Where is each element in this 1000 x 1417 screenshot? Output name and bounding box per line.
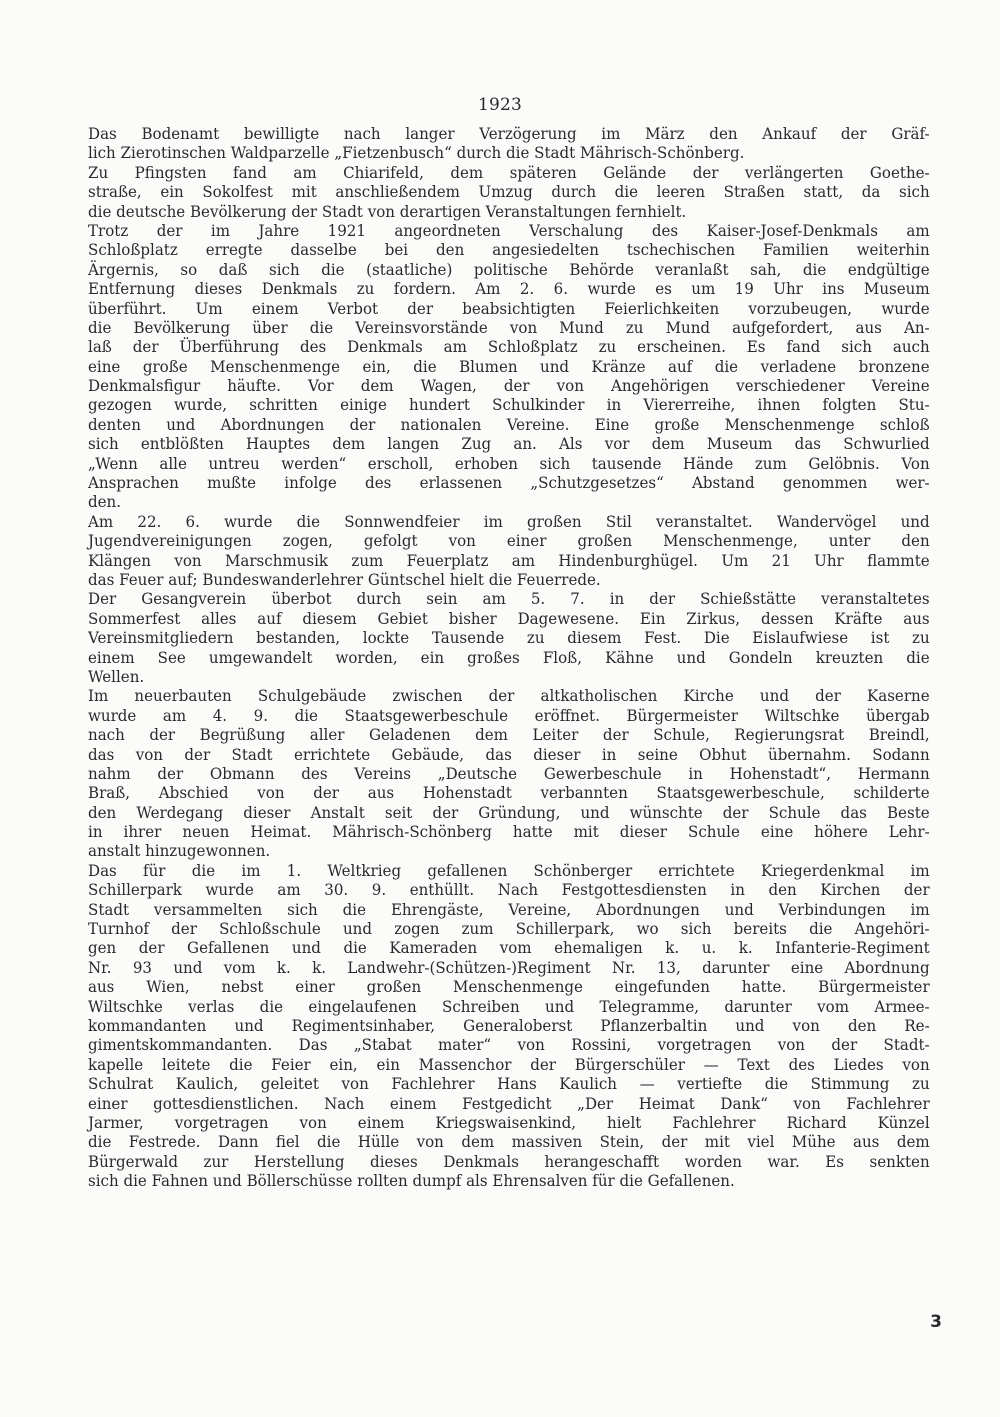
text-line: kommandanten und Regimentsinhaber, Generaloberst Pflanzerbaltin und von den Re- [88,1015,930,1035]
text-line: den Werdegang dieser Anstalt seit der Gründung, und wünschte der Schule das Beste [88,802,930,822]
paragraph [88,221,930,512]
text-line: einer gottesdienstlichen. Nach einem Festgedicht „Der Heimat Dank“ von Fachlehrer [88,1093,930,1113]
text-line: Stadt versammelten sich die Ehrengäste, Vereine, Abordnungen und Verbindungen im [88,899,930,919]
year-heading: 1923 [477,95,523,115]
text-line: das von der Stadt errichtete Gebäude, das dieser in seine Obhut übernahm. Sodann [88,744,930,764]
text-line: straße, ein Sokolfest mit anschließendem Umzug durch die leeren Straßen statt, da sich [88,182,930,202]
text-line: Das für die im 1. Weltkrieg gefallenen Schönberger errichtete Kriegerdenkmal im [88,860,930,880]
page-number: 3 [930,1312,942,1332]
text-line: lich Zierotinschen Waldparzelle „Fietzenbusch“ durch die Stadt Mährisch-Schönberg. [88,143,745,163]
text-line: nach der Begrüßung aller Geladenen dem Leiter der Schule, Regierungsrat Breindl, [88,725,930,745]
text-line: überführt. Um einem Verbot der beabsichtigten Feierlichkeiten vorzubeugen, wurde [88,298,930,318]
text-line: sich die Fahnen und Böllerschüsse rollten dumpf als Ehrensalven für die Gefallenen. [88,1171,735,1191]
text-line: Der Gesangverein überbot durch sein am 5. 7. in der Schießstätte veranstaltetes [88,589,930,609]
text-line: in ihrer neuen Heimat. Mährisch-Schönberg hatte mit dieser Schule eine höhere Lehr- [88,822,930,842]
paragraph [88,512,930,590]
paragraph [88,163,930,221]
text-line: „Wenn alle untreu werden“ erscholl, erhoben sich tausende Hände zum Gelöbnis. Von [88,453,930,473]
text-line: kapelle leitete die Feier ein, ein Massenchor der Bürgerschüler — Text des Liedes von [88,1054,930,1074]
text-line: gezogen wurde, schritten einige hundert Schulkinder in Viererreihe, ihnen folgten Stu- [88,395,930,415]
text-line: das Feuer auf; Bundeswanderlehrer Güntschel hielt die Feuerrede. [88,569,601,589]
text-line: Klängen von Marschmusik zum Feuerplatz am Hindenburghügel. Um 21 Uhr flammte [88,550,930,570]
text-line: Schulrat Kaulich, geleitet von Fachlehrer Hans Kaulich — vertiefte die Stimmung zu [88,1074,930,1094]
text-line: Sommerfest alles auf diesem Gebiet bisher Dagewesene. Ein Zirkus, dessen Kräfte aus [88,608,930,628]
paragraph [88,589,930,686]
text-line: Nr. 93 und vom k. k. Landwehr-(Schützen-)Regiment Nr. 13, darunter eine Abordnung [88,957,930,977]
text-line: Entfernung dieses Denkmals zu fordern. Am 2. 6. wurde es um 19 Uhr ins Museum [88,279,930,299]
text-line: Bürgerwald zur Herstellung dieses Denkmals herangeschafft worden war. Es senkten [88,1151,930,1171]
text-line: Turnhof der Schloßschule und zogen zum Schillerpark, wo sich bereits die Angehöri- [88,919,930,939]
text-line: eine große Menschenmenge ein, die Blumen und Kränze auf die verladene bronzene [88,356,930,376]
paragraph [88,124,930,163]
text-line: den. [88,492,122,512]
paragraph [88,861,930,1191]
text-line: die Festrede. Dann fiel die Hülle von dem massiven Stein, der mit viel Mühe aus dem [88,1132,930,1152]
text-line: gimentskommandanten. Das „Stabat mater“ von Rossini, vorgetragen von der Stadt- [88,1035,930,1055]
text-line: sich entblößten Hauptes dem langen Zug an. Als vor dem Museum das Schwurlied [88,434,930,454]
text-line: Schillerpark wurde am 30. 9. enthüllt. Nach Festgottesdiensten in den Kirchen der [88,880,930,900]
text-line: wurde am 4. 9. die Staatsgewerbeschule eröffnet. Bürgermeister Wiltschke übergab [88,705,930,725]
text-line: Ansprachen mußte infolge des erlassenen „Schutzgesetzes“ Abstand genommen wer- [88,473,930,493]
text-line: die Bevölkerung über die Vereinsvorstände von Mund zu Mund aufgefordert, aus An- [88,317,930,337]
text-line: anstalt hinzugewonnen. [88,841,271,861]
text-line: gen der Gefallenen und die Kameraden vom ehemaligen k. u. k. Infanterie-Regiment [88,938,930,958]
text-line: Zu Pfingsten fand am Chiarifeld, dem späteren Gelände der verlängerten Goethe- [88,162,930,182]
text-line: Ärgernis, so daß sich die (staatliche) politische Behörde veranlaßt sah, die endgültige [88,259,930,279]
text-line: Wiltschke verlas die eingelaufenen Schreiben und Telegramme, darunter vom Armee- [88,996,930,1016]
text-line: laß der Überführung des Denkmals am Schloßplatz zu erscheinen. Es fand sich auch [88,337,930,357]
text-line: Jarmer, vorgetragen von einem Kriegswaisenkind, hielt Fachlehrer Richard Künzel [88,1112,930,1132]
text-line: Jugendvereinigungen zogen, gefolgt von einer großen Menschenmenge, unter den [88,531,930,551]
paragraph [88,686,930,861]
text-line: denten und Abordnungen der nationalen Vereine. Eine große Menschenmenge schloß [88,414,930,434]
text-line: die deutsche Bevölkerung der Stadt von derartigen Veranstaltungen fernhielt. [88,201,687,221]
text-line: Denkmalsfigur häufte. Vor dem Wagen, der von Angehörigen verschiedener Vereine [88,376,930,396]
text-line: Schloßplatz erregte dasselbe bei den angesiedelten tschechischen Familien weiterhin [88,240,930,260]
text-line: Braß, Abschied von der aus Hohenstadt verbannten Staatsgewerbeschule, schilderte [88,783,930,803]
text-line: Das Bodenamt bewilligte nach langer Verzögerung im März den Ankauf der Gräf- [88,124,930,143]
text-line: Im neuerbauten Schulgebäude zwischen der altkatholischen Kirche und der Kaserne [88,686,930,706]
body-text [88,124,930,1190]
text-line: Vereinsmitgliedern bestanden, lockte Tausende zu diesem Fest. Die Eislaufwiese ist zu [88,628,930,648]
text-line: nahm der Obmann des Vereins „Deutsche Gewerbeschule in Hohenstadt“, Hermann [88,763,930,783]
text-line: einem See umgewandelt worden, ein großes Floß, Kähne und Gondeln kreuzten die [88,647,930,667]
text-line: Am 22. 6. wurde die Sonnwendfeier im großen Stil veranstaltet. Wandervögel und [88,511,930,531]
text-line: aus Wien, nebst einer großen Menschenmenge eingefunden hatte. Bürgermeister [88,977,930,997]
text-line: Trotz der im Jahre 1921 angeordneten Verschalung des Kaiser-Josef-Denkmals am [88,220,930,240]
text-line: Wellen. [88,666,145,686]
